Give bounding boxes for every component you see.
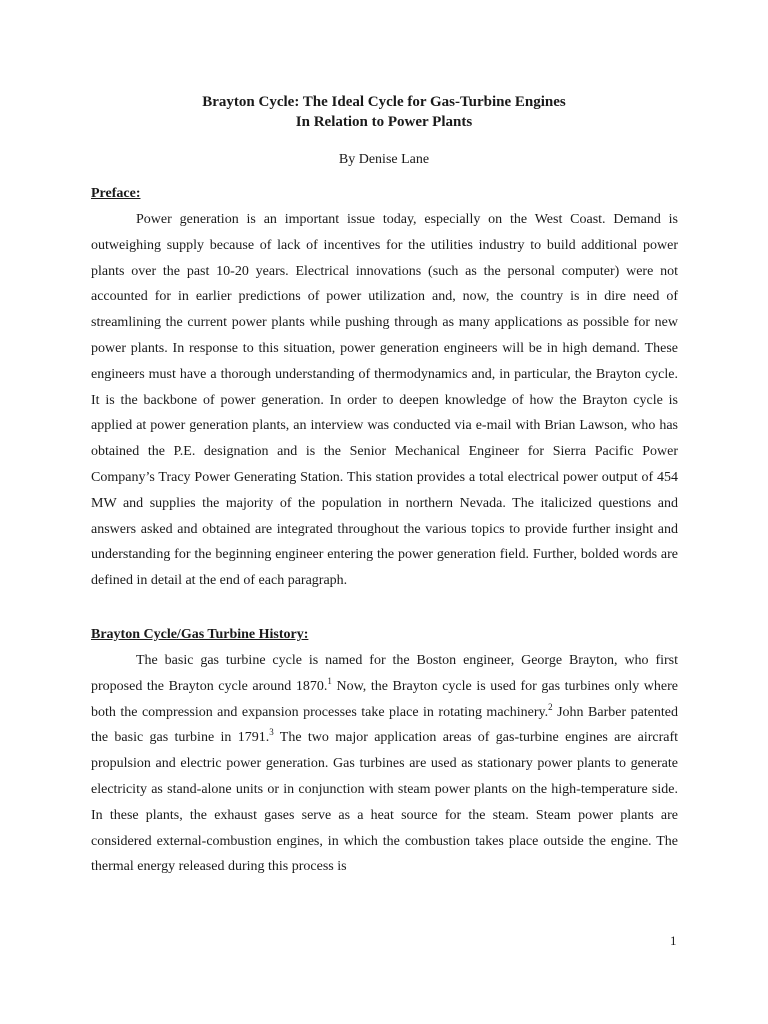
- document-title-line-1: Brayton Cycle: The Ideal Cycle for Gas-Turbine Engines: [202, 94, 566, 110]
- document-title-line-2: In Relation to Power Plants: [295, 114, 473, 130]
- section-heading-preface: Preface:: [91, 186, 141, 201]
- history-text-segment: Now, the Brayton cycle is used for gas turbines only where both the compression and expansion processes take place in rotating machinery.: [91, 678, 679, 720]
- history-paragraph: [91, 648, 678, 880]
- footnote-marker: 1: [327, 675, 332, 686]
- footnote-marker: 3: [269, 727, 274, 738]
- section-heading-history: Brayton Cycle/Gas Turbine History:: [91, 627, 309, 642]
- author-byline: By Denise Lane: [338, 152, 430, 167]
- preface-paragraph: Power generation is an important issue today, especially on the West Coast. Demand is outweighing supply because of lack of incentives for the utilities industry to build additional power plants over the past 10-20 years. Electrical innovations (such as the personal computer) were not accounted for in earlier predictions of power utilization and, now, the country is in dire need of streamlining the current power plants while pushing through as many applications as possible for new power plants. In response to this situation, power generation engineers will be in high demand. These engineers must have a thorough understanding of thermodynamics and, in particular, the Brayton cycle. It is the backbone of power generation. In order to deepen knowledge of how the Brayton cycle is applied at power generation plants, an interview was conducted via e-mail with Brian Lawson, who has obtained the P.E. designation and is the Senior Mechanical Engineer for Sierra Pacific Power Company’s Tracy Power Generating Station. This station provides a total electrical power output of 454 MW and supplies the majority of the population in northern Nevada. The italicized questions and answers asked and obtained are integrated throughout the various topics to provide further insight and understanding for the beginning engineer entering the power generation field. Further, bolded words are defined in detail at the end of each paragraph.: [91, 212, 678, 589]
- history-text-segment: The basic gas turbine cycle is named for the Boston engineer, George Brayton, who first proposed the Brayton cycle around 1870.: [91, 653, 678, 694]
- history-text-segment: The two major application areas of gas-turbine engines are aircraft propulsion and electric power generation. Gas turbines are used as stationary power plants to generate electricity as stand-alone units or in conjunction with steam power plants on the high-temperature side. In these plants, the exhaust gases serve as a heat source for the steam. Steam power plants are considered external-combustion engines, in which the combustion takes place outside the engine. The thermal energy released during this process is: [91, 730, 679, 875]
- footnote-marker: 2: [548, 701, 553, 712]
- history-text-segment: John Barber patented the basic gas turbine in 1791.: [91, 704, 679, 746]
- page-number: 1: [670, 933, 677, 948]
